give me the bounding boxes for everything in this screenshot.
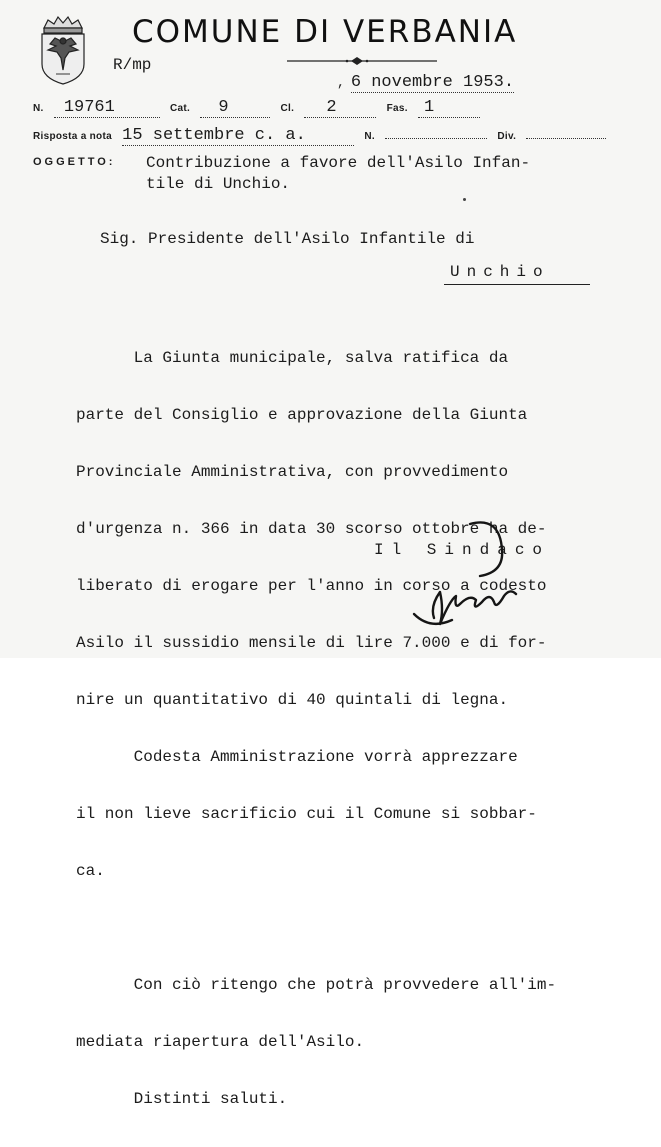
body-line: Provinciale Amministrativa, con provvedimento <box>76 463 509 481</box>
division-value <box>526 138 606 139</box>
letter-body <box>76 311 636 1147</box>
body-line: Asilo il sussidio mensile di lire 7.000 e di for- <box>76 634 547 652</box>
body-line: parte del Consiglio e approvazione della Giunta <box>76 406 528 424</box>
reply-number-value <box>385 138 487 139</box>
reply-row <box>33 126 606 146</box>
handwritten-signature <box>400 510 530 640</box>
letterhead-title: COMUNE DI VERBANIA <box>132 14 518 50</box>
addressee-line: Sig. Presidente dell'Asilo Infantile di <box>100 230 475 248</box>
subject-text <box>146 153 530 195</box>
subject-label: OGGETTO: <box>33 156 116 168</box>
protocol-row <box>33 98 480 118</box>
body-line: ca. <box>76 862 105 880</box>
body-line: liberato di erogare per l'anno in corso a codesto <box>76 577 547 595</box>
date-prefix: , <box>337 75 345 90</box>
paper-speck <box>463 198 466 201</box>
reply-number-label: N. <box>364 131 375 142</box>
coat-of-arms-icon <box>36 14 90 86</box>
place-underline <box>444 284 590 285</box>
body-line <box>76 919 636 938</box>
body-line: il non lieve sacrificio cui il Comune si sobbar- <box>76 805 537 823</box>
protocol-number-value: 19761 <box>54 98 160 118</box>
category-label: Cat. <box>170 103 191 114</box>
class-value: 2 <box>304 98 376 118</box>
body-line: d'urgenza n. 366 in data 30 scorso ottobre ha de- <box>76 520 547 538</box>
reply-to-value: 15 settembre c. a. <box>122 126 354 146</box>
reference-initials: R/mp <box>113 56 152 74</box>
body-line: mediata riapertura dell'Asilo. <box>76 1033 365 1051</box>
body-line: Distinti saluti. <box>76 1090 288 1108</box>
body-line: Codesta Amministrazione vorrà apprezzare <box>76 748 518 766</box>
division-label: Div. <box>497 131 517 142</box>
reply-to-label: Risposta a nota <box>33 131 112 142</box>
class-label: Cl. <box>280 103 295 114</box>
letter-date <box>337 73 514 93</box>
signoff-label: Il Sindaco <box>374 541 551 559</box>
addressee-place: Unchio <box>450 263 550 281</box>
subject-line-2: tile di Unchio. <box>146 175 291 193</box>
file-label: Fas. <box>386 103 408 114</box>
subject-line-1: Contribuzione a favore dell'Asilo Infan- <box>146 154 531 172</box>
body-line: nire un quantitativo di 40 quintali di legna. <box>76 691 509 709</box>
body-line: Con ciò ritengo che potrà provvedere all'im- <box>76 976 557 994</box>
date-value: 6 novembre 1953. <box>350 73 515 92</box>
category-value: 9 <box>200 98 270 118</box>
protocol-number-label: N. <box>33 103 44 114</box>
decorative-divider <box>287 56 437 66</box>
body-line: La Giunta municipale, salva ratifica da <box>76 349 509 367</box>
file-value: 1 <box>418 98 480 118</box>
